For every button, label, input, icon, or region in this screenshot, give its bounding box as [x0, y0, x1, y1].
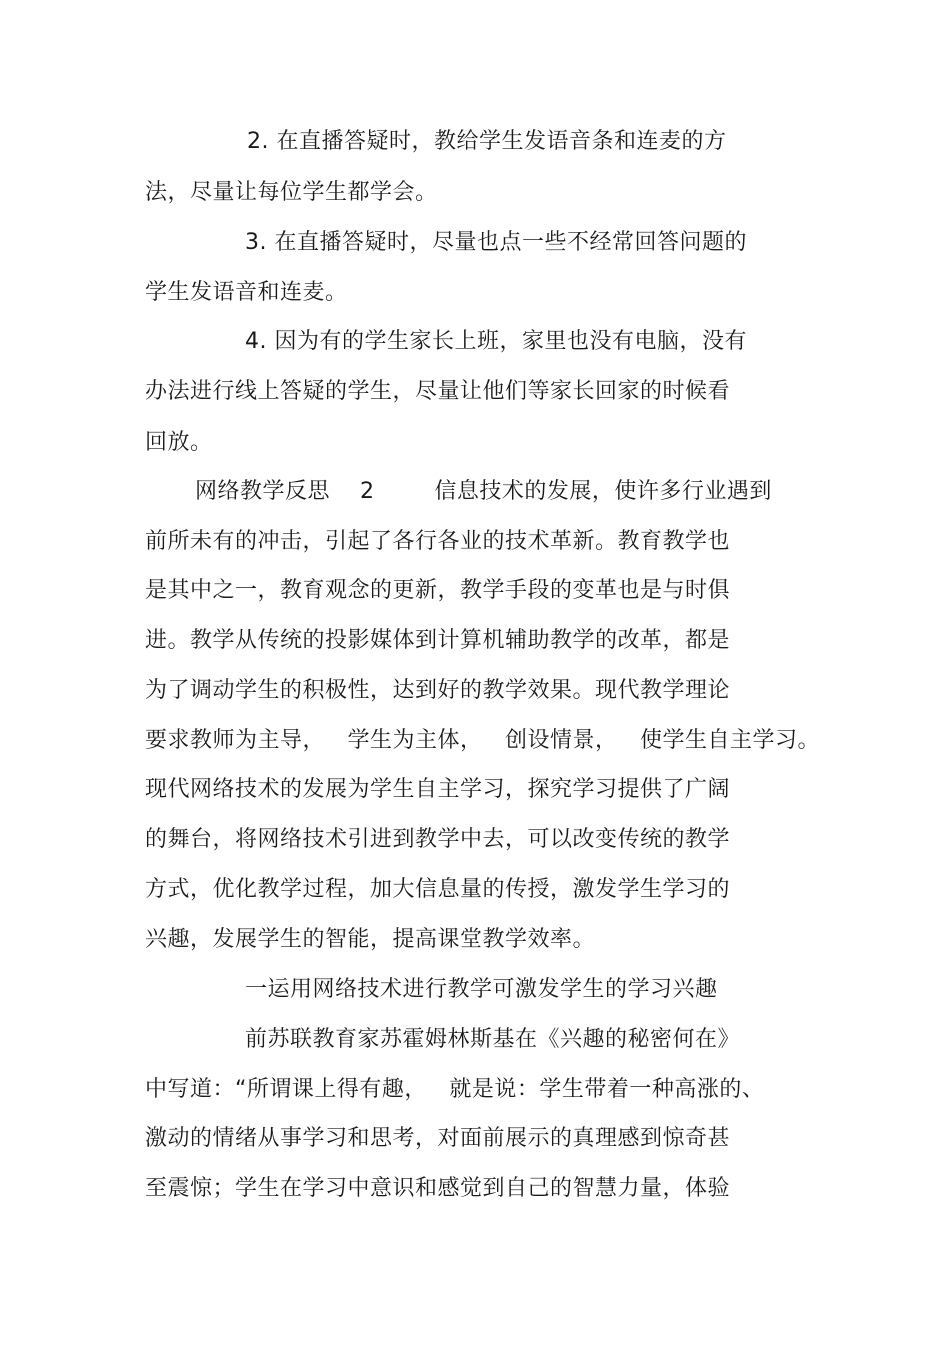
text-line: 要求教师为主导， 学生为主体， 创设情景， 使学生自主学习。 [145, 728, 820, 753]
text-line: 前所未有的冲击，引起了各行各业的技术革新。教育教学也 [145, 529, 731, 554]
text-line: 法，尽量让每位学生都学会。 [145, 180, 438, 205]
text-line: 网络教学反思 2 信息技术的发展，使许多行业遇到 [195, 479, 772, 504]
text-line: 至震惊；学生在学习中意识和感觉到自己的智慧力量，体验 [145, 1176, 731, 1201]
text-line: 是其中之一，教育观念的更新，教学手段的变革也是与时俱 [145, 578, 731, 603]
text-line: 激动的情绪从事学习和思考，对面前展示的真理感到惊奇甚 [145, 1126, 731, 1151]
text-line: 进。教学从传统的投影媒体到计算机辅助教学的改革，都是 [145, 628, 731, 653]
text-line: 中写道：“所谓课上得有趣， 就是说：学生带着一种高涨的、 [145, 1077, 765, 1102]
text-line: 兴趣，发展学生的智能，提高课堂教学效率。 [145, 927, 596, 952]
text-line: 一运用网络技术进行教学可激发学生的学习兴趣 [245, 977, 718, 1002]
text-line: 的舞台，将网络技术引进到教学中去，可以改变传统的教学 [145, 827, 731, 852]
text-line: 2. 在直播答疑时，教给学生发语音条和连麦的方 [247, 129, 727, 154]
text-line: 方式，优化教学过程，加大信息量的传授，激发学生学习的 [145, 877, 731, 902]
text-line: 现代网络技术的发展为学生自主学习，探究学习提供了广阔 [145, 777, 731, 802]
text-line: 3. 在直播答疑时，尽量也点一些不经常回答问题的 [245, 230, 747, 255]
text-line: 回放。 [145, 430, 213, 455]
text-line: 为了调动学生的积极性，达到好的教学效果。现代教学理论 [145, 678, 731, 703]
text-line: 学生发语音和连麦。 [145, 280, 348, 305]
text-line: 前苏联教育家苏霍姆林斯基在《兴趣的秘密何在》 [245, 1027, 741, 1052]
text-line: 4. 因为有的学生家长上班，家里也没有电脑，没有 [245, 329, 747, 354]
text-line: 办法进行线上答疑的学生，尽量让他们等家长回家的时候看 [145, 379, 731, 404]
